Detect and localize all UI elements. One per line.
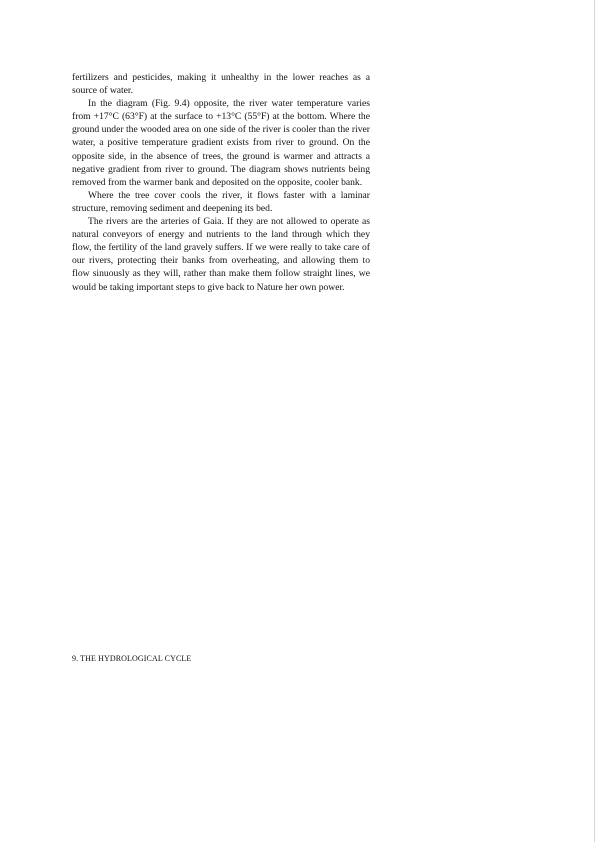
running-footer: 9. THE HYDROLOGICAL CYCLE xyxy=(72,654,192,663)
body-text xyxy=(72,71,370,294)
paragraph-tree-cover: Where the tree cover cools the river, it flows faster with a laminar structure, removing sediment and deepening its bed. xyxy=(72,189,370,214)
paragraph-river-temperature: In the diagram (Fig. 9.4) opposite, the river water temperature varies from +17°C (63°F) at the surface to +13°C (55°F) at the bottom. Where the ground under the wooded area on one side of the river is cooler than the river water, a positive temperature gradient exists from river to ground. On the opposite side, in the absence of trees, the ground is warmer and attracts a negative gradient from river to ground. The diagram shows nutrients being removed from the warmer bank and deposited on the opposite, cooler bank. xyxy=(72,98,370,188)
paragraph-arteries-of-gaia: The rivers are the arteries of Gaia. If they are not allowed to operate as natural conveyors of energy and nutrients to the land through which they flow, the fertility of the land gravely suffers. If we were really to take care of our rivers, protecting their banks from overheating, and allowing them to flow sinuously as they will, rather than make them follow straight lines, we would be taking important steps to give back to Nature her own power. xyxy=(72,216,370,293)
paragraph-continued: fertilizers and pesticides, making it unhealthy in the lower reaches as a source of water. xyxy=(72,72,370,97)
